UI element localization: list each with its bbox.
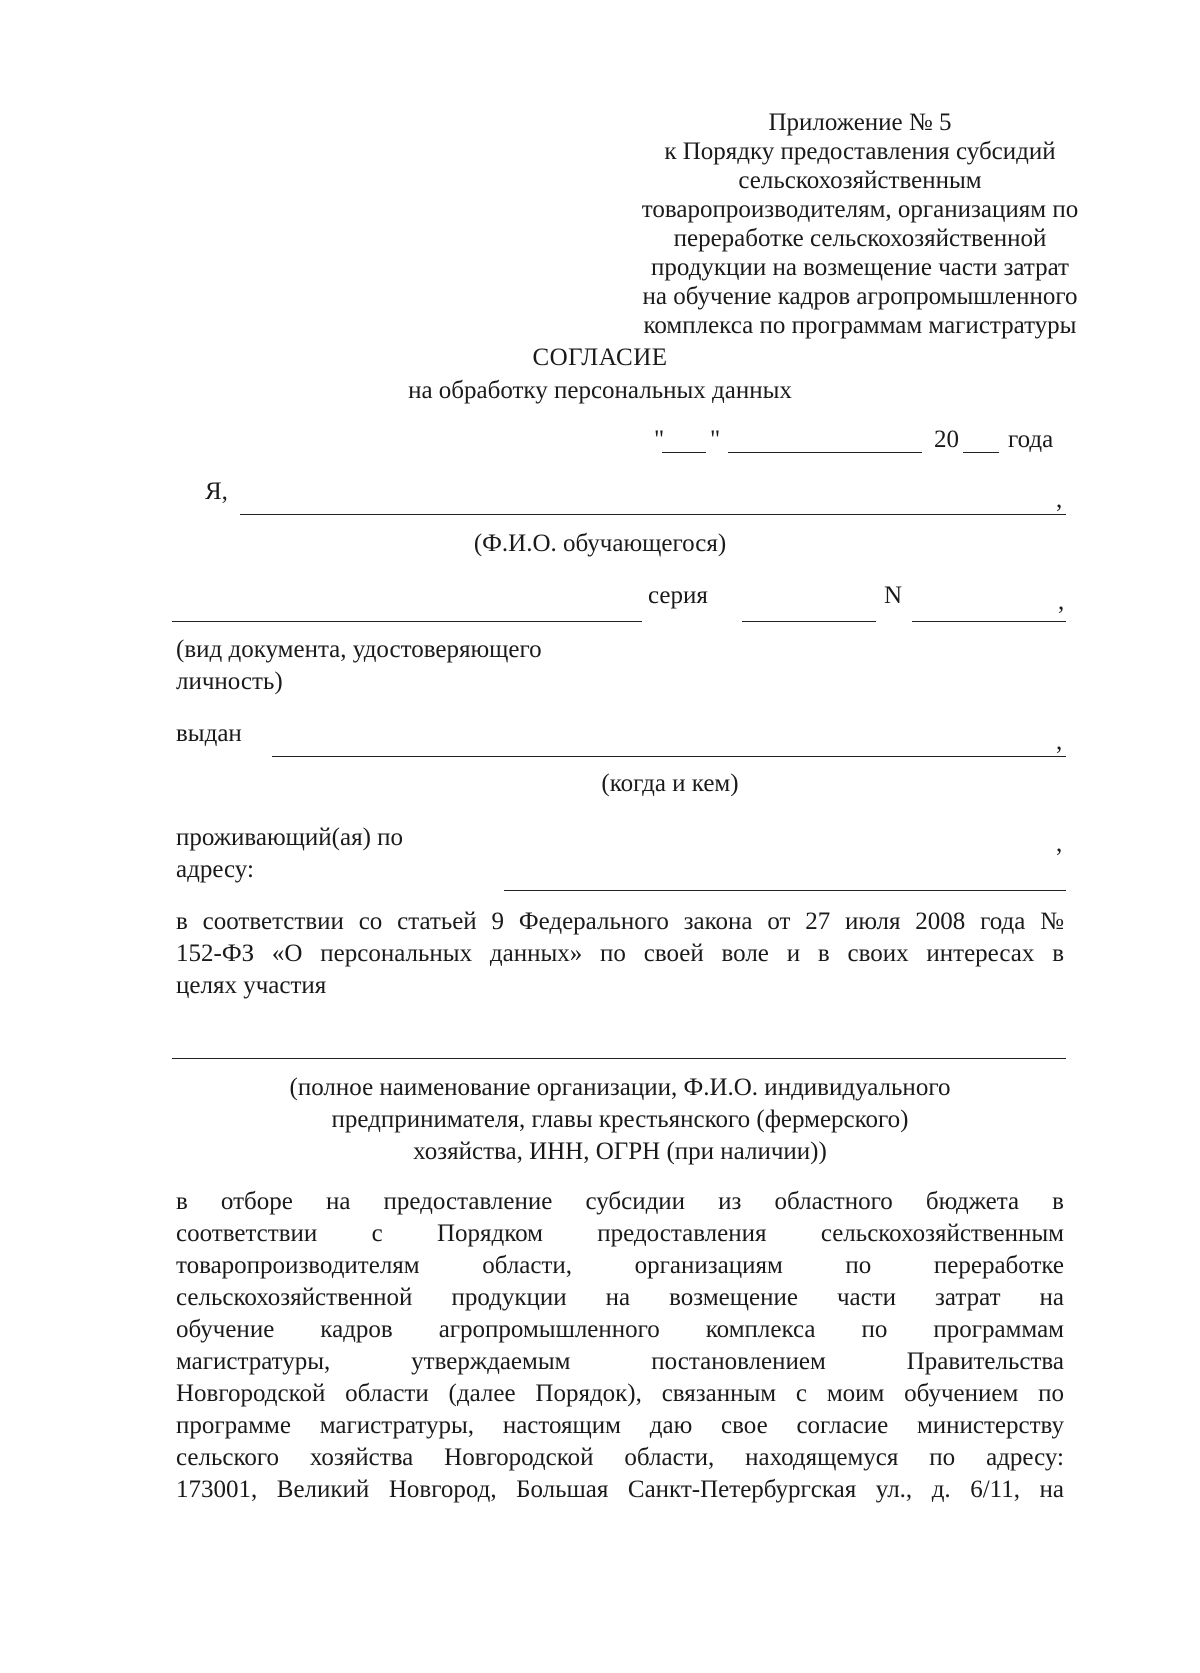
paragraph-line: 173001, Великий Новгород, Большая Санкт-Петербургская ул., д. 6/11, на — [176, 1476, 1064, 1503]
date-year-prefix: 20 — [934, 426, 959, 453]
paragraph-line: сельского хозяйства Новгородской области, находящемуся по адресу: — [176, 1444, 1064, 1471]
fio-caption: (Ф.И.О. обучающегося) — [473, 530, 727, 557]
appendix-line: к Порядку предоставления субсидий — [664, 138, 1056, 165]
issued-label: выдан — [176, 720, 242, 747]
address-field[interactable] — [504, 890, 1066, 891]
appendix-line: переработке сельскохозяйственной — [673, 225, 1047, 252]
appendix-line: товаропроизводителям, организациям по — [641, 196, 1079, 223]
date-quote-open: " — [654, 426, 665, 453]
organization-field[interactable] — [172, 1058, 1066, 1059]
appendix-line: продукции на возмещение части затрат — [651, 254, 1069, 281]
paragraph-line: Новгородской области (далее Порядок), связанным с моим обучением по — [176, 1380, 1064, 1407]
number-field[interactable] — [912, 621, 1066, 622]
paragraph-line: магистратуры, утверждаемым постановлением Правительства — [176, 1348, 1064, 1375]
residing-label-line: адресу: — [176, 856, 254, 883]
appendix-line: на обучение кадров агропромышленного — [642, 283, 1078, 310]
paragraph-line: сельскохозяйственной продукции на возмещение части затрат на — [176, 1284, 1064, 1311]
date-quote-close: " — [710, 426, 721, 453]
date-year-field[interactable] — [963, 452, 999, 453]
paragraph-legal-basis — [176, 906, 1064, 1002]
organization-caption — [176, 1072, 1064, 1168]
fio-field[interactable] — [240, 514, 1066, 515]
appendix-line: комплекса по программам магистратуры — [643, 312, 1077, 339]
appendix-line: сельскохозяйственным — [738, 167, 982, 194]
residing-label-line: проживающий(ая) по — [176, 824, 404, 851]
date-day-field[interactable] — [662, 452, 706, 453]
residing-comma: , — [1056, 830, 1063, 857]
document-type-field[interactable] — [172, 621, 642, 622]
issued-field[interactable] — [272, 756, 1066, 757]
caption-line: (полное наименование организации, Ф.И.О. индивидуального — [289, 1074, 951, 1101]
issued-caption: (когда и кем) — [601, 770, 739, 797]
caption-line: предпринимателя, главы крестьянского (фермерского) — [331, 1106, 909, 1133]
issued-comma: , — [1056, 728, 1063, 755]
paragraph-line: целях участия — [176, 972, 327, 999]
document-caption-line: (вид документа, удостоверяющего — [176, 636, 542, 663]
i-label: Я, — [205, 478, 228, 505]
series-label: серия — [648, 582, 708, 609]
paragraph-line: в соответствии со статьей 9 Федерального закона от 27 июля 2008 года № — [176, 908, 1064, 935]
document-title: СОГЛАСИЕ — [532, 344, 668, 371]
paragraph-line: 152-ФЗ «О персональных данных» по своей воле и в своих интересах в — [176, 940, 1064, 967]
number-comma: , — [1058, 588, 1065, 615]
number-label: N — [884, 582, 903, 609]
appendix-line: Приложение № 5 — [768, 109, 952, 136]
paragraph-line: товаропроизводителям области, организациям по переработке — [176, 1252, 1064, 1279]
caption-line: хозяйства, ИНН, ОГРН (при наличии)) — [413, 1138, 827, 1165]
paragraph-consent — [176, 1186, 1064, 1506]
series-field[interactable] — [742, 621, 876, 622]
date-month-field[interactable] — [728, 452, 922, 453]
appendix-header — [600, 108, 1120, 340]
paragraph-line: соответствии с Порядком предоставления сельскохозяйственным — [176, 1220, 1064, 1247]
document-caption-line: личность) — [176, 668, 283, 695]
document-subtitle: на обработку персональных данных — [408, 377, 792, 404]
paragraph-line: программе магистратуры, настоящим даю свое согласие министерству — [176, 1412, 1064, 1439]
date-year-suffix: года — [1008, 426, 1054, 453]
paragraph-line: в отборе на предоставление субсидии из областного бюджета в — [176, 1188, 1064, 1215]
fio-comma: , — [1056, 486, 1063, 513]
paragraph-line: обучение кадров агропромышленного комплекса по программам — [176, 1316, 1064, 1343]
